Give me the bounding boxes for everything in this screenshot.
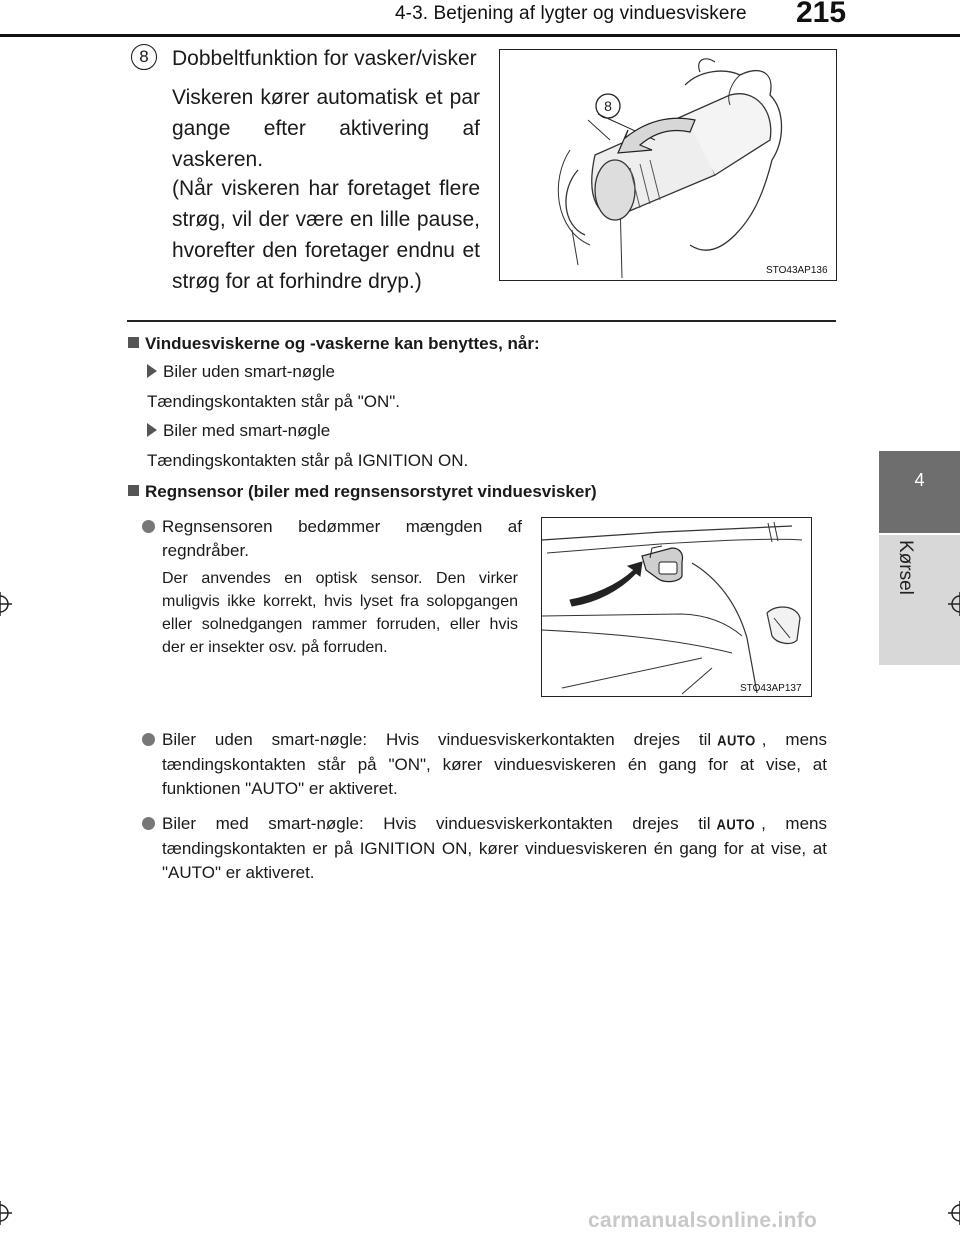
list-item-text: Tændingskontakten står på "ON". — [147, 392, 401, 411]
wiper-lever-illustration — [500, 50, 835, 279]
item-paragraph: Viskeren kører automatisk et par gange efter aktivering af vaskeren. — [172, 86, 480, 171]
list-item-title: Biler med smart-nøgle — [163, 421, 331, 440]
item-paragraph: (Når viskeren har foretaget flere strøg, vil der være en lille pause, hvorefter den foretager endnu et strøg for at forhindre dryp.) — [172, 177, 480, 293]
section-heading-text: Regnsensor (biler med regnsensorstyret vinduesvisker) — [145, 482, 597, 501]
square-bullet-icon — [128, 485, 139, 496]
page-number: 215 — [796, 0, 847, 29]
registration-mark-icon — [0, 1201, 12, 1225]
triangle-bullet-icon — [147, 423, 157, 437]
square-bullet-icon — [128, 337, 139, 348]
figure-code: STO43AP137 — [740, 683, 802, 694]
round-bullet-icon — [142, 520, 155, 533]
registration-mark-icon — [948, 1201, 960, 1225]
figure-code: STO43AP136 — [766, 265, 828, 276]
bullet-text: Biler med smart-nøgle: Hvis vinduesviskerkontakten drejes til — [162, 814, 711, 833]
bullet-detail: Der anvendes en optisk sensor. Den virker muligvis ikke korrekt, hvis lyset fra solopgangen eller solnedgangen rammer forruden, eller hvis der er insekter osv. på forruden. — [162, 570, 518, 656]
triangle-bullet-icon — [147, 364, 157, 378]
section-heading — [128, 482, 597, 502]
bullet-text: Regnsensoren bedømmer mængden af regndråber. — [162, 517, 522, 560]
list-item — [147, 362, 335, 382]
bullet-item — [162, 812, 827, 885]
rain-sensor-illustration — [542, 518, 810, 695]
list-item-title: Biler uden smart-nøgle — [163, 362, 335, 381]
auto-symbol-icon: AUTO — [716, 815, 756, 834]
bullet-item — [162, 515, 522, 563]
bullet-text: , mens tændingskontakten står på "ON", kører vinduesviskeren én gang for at vise, at funktionen "AUTO" er aktiveret. — [162, 730, 827, 798]
section-heading — [128, 334, 540, 354]
figure-callout: 8 — [604, 98, 612, 114]
wiper-lever-figure — [499, 49, 837, 281]
list-item-text: Tændingskontakten står på IGNITION ON. — [147, 451, 469, 470]
round-bullet-icon — [142, 817, 155, 830]
item-number-badge: 8 — [131, 44, 157, 70]
header-rule — [0, 34, 960, 37]
chapter-tab — [879, 451, 960, 533]
item-title: Dobbeltfunktion for vasker/visker — [172, 47, 477, 70]
bullet-item — [162, 728, 827, 801]
chapter-number: 4 — [914, 470, 925, 490]
watermark: carmanualsonline.info — [588, 1209, 818, 1232]
rain-sensor-figure — [541, 517, 812, 697]
round-bullet-icon — [142, 733, 155, 746]
bullet-text: , mens tændingskontakten er på IGNITION ON, kører vinduesviskeren én gang for at vise, at "AUTO" er aktiveret. — [162, 814, 827, 882]
chapter-label: Kørsel — [895, 540, 916, 595]
section-heading-text: Vinduesviskerne og -vaskerne kan benyttes, når: — [145, 334, 540, 353]
registration-mark-icon — [948, 592, 960, 616]
auto-symbol-icon: AUTO — [717, 731, 756, 750]
section-divider — [127, 320, 836, 322]
section-title: 4-3. Betjening af lygter og vinduesviskere — [395, 3, 747, 24]
list-item — [147, 421, 330, 441]
registration-mark-icon — [0, 592, 12, 616]
bullet-text: Biler uden smart-nøgle: Hvis vinduesviskerkontakten drejes til — [162, 730, 712, 749]
